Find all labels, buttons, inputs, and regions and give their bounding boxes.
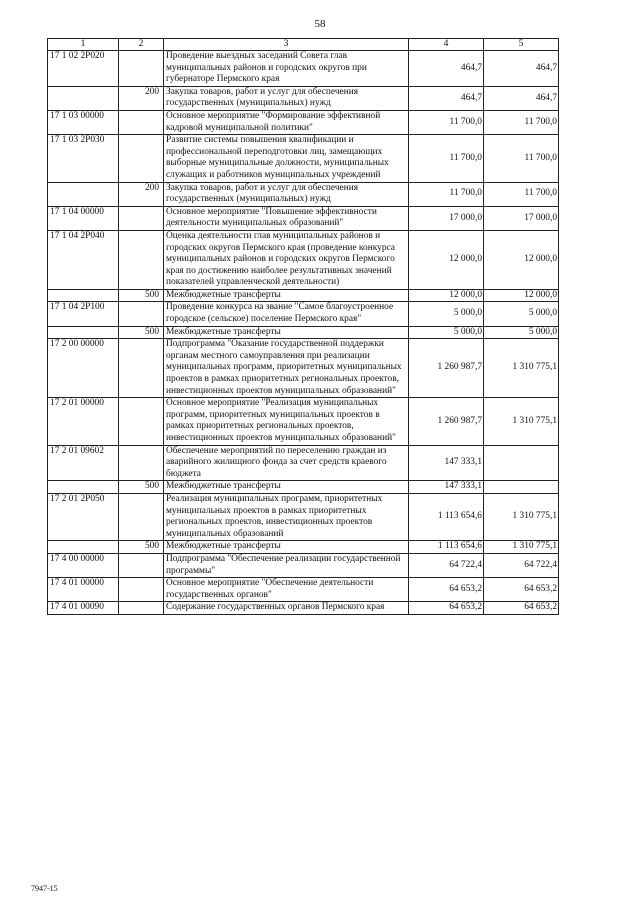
table-row: [48, 86, 559, 110]
amount-year-1: 1 260 987,7: [409, 398, 484, 445]
amount-year-1: 147 333,1: [409, 481, 484, 494]
target-article-code: [48, 541, 119, 554]
table-row: [48, 206, 559, 230]
item-name: Межбюджетные трансферты: [164, 481, 409, 494]
table-row: [48, 553, 559, 577]
expense-type-code: 500: [119, 326, 164, 339]
budget-table: [47, 38, 559, 615]
table-row: [48, 578, 559, 602]
amount-year-1: 464,7: [409, 86, 484, 110]
item-name: Развитие системы повышения квалификации и профессиональной переподготовки лиц, замещающих выборные муниципальные должности, муниципальных служащих и работников муниципальных учреждений: [164, 135, 409, 182]
amount-year-2: 64 653,2: [484, 602, 559, 615]
header-col-3: 3: [164, 39, 409, 51]
target-article-code: 17 1 04 00000: [48, 206, 119, 230]
expense-type-code: [119, 602, 164, 615]
expense-type-code: 200: [119, 182, 164, 206]
amount-year-2: 11 700,0: [484, 135, 559, 182]
table-row: [48, 289, 559, 302]
amount-year-2: 64 722,4: [484, 553, 559, 577]
header-col-1: 1: [48, 39, 119, 51]
amount-year-1: 1 113 654,6: [409, 541, 484, 554]
amount-year-2: 11 700,0: [484, 182, 559, 206]
table-row: [48, 541, 559, 554]
amount-year-2: 464,7: [484, 86, 559, 110]
table-row: [48, 445, 559, 481]
expense-type-code: [119, 302, 164, 326]
expense-type-code: [119, 51, 164, 87]
amount-year-1: 464,7: [409, 51, 484, 87]
item-name: Межбюджетные трансферты: [164, 541, 409, 554]
amount-year-2: 11 700,0: [484, 110, 559, 134]
item-name: Обеспечение мероприятий по переселению граждан из аварийного жилищного фонда за счет средств краевого бюджета: [164, 445, 409, 481]
expense-type-code: [119, 206, 164, 230]
expense-type-code: [119, 553, 164, 577]
target-article-code: 17 1 04 2Р100: [48, 302, 119, 326]
amount-year-1: 11 700,0: [409, 182, 484, 206]
target-article-code: 17 1 03 00000: [48, 110, 119, 134]
table-row: [48, 602, 559, 615]
expense-type-code: 500: [119, 541, 164, 554]
target-article-code: 17 1 02 2Р020: [48, 51, 119, 87]
expense-type-code: 500: [119, 481, 164, 494]
document-footer-code: 7947-15: [31, 884, 58, 893]
amount-year-1: 64 722,4: [409, 553, 484, 577]
amount-year-2: 5 000,0: [484, 326, 559, 339]
amount-year-1: 12 000,0: [409, 289, 484, 302]
amount-year-2: 12 000,0: [484, 289, 559, 302]
item-name: Оценка деятельности глав муниципальных районов и городских округов Пермского края (проведение конкурса муниципальных районов и городских округов Пермского края по достижению наиболее результативных значений показателей управленческой деятельности): [164, 230, 409, 289]
table-row: [48, 302, 559, 326]
table-row: [48, 110, 559, 134]
amount-year-1: 1 113 654,6: [409, 493, 484, 540]
item-name: Проведение выездных заседаний Совета глав муниципальных районов и городских округов при губернаторе Пермского края: [164, 51, 409, 87]
target-article-code: 17 2 01 00000: [48, 398, 119, 445]
item-name: Реализация муниципальных программ, приоритетных муниципальных проектов в рамках приоритетных региональных проектов, инвестиционных проектов муниципальных образований: [164, 493, 409, 540]
amount-year-1: 17 000,0: [409, 206, 484, 230]
table-row: [48, 339, 559, 398]
table-row: [48, 398, 559, 445]
target-article-code: 17 4 00 00000: [48, 553, 119, 577]
table-row: [48, 493, 559, 540]
amount-year-2: [484, 481, 559, 494]
header-col-4: 4: [409, 39, 484, 51]
amount-year-1: 64 653,2: [409, 578, 484, 602]
item-name: Основное мероприятие "Реализация муниципальных программ, приоритетных муниципальных проектов в рамках приоритетных региональных проектов, инвестиционных проектов муниципальных образований": [164, 398, 409, 445]
item-name: Закупка товаров, работ и услуг для обеспечения государственных (муниципальных) нужд: [164, 86, 409, 110]
amount-year-2: 464,7: [484, 51, 559, 87]
table-row: [48, 230, 559, 289]
table-row: [48, 481, 559, 494]
target-article-code: 17 2 00 00000: [48, 339, 119, 398]
page-number: 58: [314, 18, 326, 30]
expense-type-code: 200: [119, 86, 164, 110]
table-row: [48, 51, 559, 87]
amount-year-2: [484, 445, 559, 481]
expense-type-code: [119, 398, 164, 445]
amount-year-1: 64 653,2: [409, 602, 484, 615]
table-body: [48, 51, 559, 615]
item-name: Проведение конкурса на звание "Самое благоустроенное городское (сельское) поселение Пермского края": [164, 302, 409, 326]
target-article-code: 17 2 01 2Р050: [48, 493, 119, 540]
header-col-5: 5: [484, 39, 559, 51]
header-row: [48, 39, 559, 51]
expense-type-code: 500: [119, 289, 164, 302]
expense-type-code: [119, 445, 164, 481]
table-row: [48, 135, 559, 182]
expense-type-code: [119, 578, 164, 602]
expense-type-code: [119, 493, 164, 540]
table-row: [48, 326, 559, 339]
target-article-code: [48, 289, 119, 302]
item-name: Закупка товаров, работ и услуг для обеспечения государственных (муниципальных) нужд: [164, 182, 409, 206]
amount-year-2: 1 310 775,1: [484, 493, 559, 540]
expense-type-code: [119, 230, 164, 289]
amount-year-1: 147 333,1: [409, 445, 484, 481]
target-article-code: [48, 86, 119, 110]
amount-year-2: 64 653,2: [484, 578, 559, 602]
amount-year-1: 11 700,0: [409, 110, 484, 134]
amount-year-2: 17 000,0: [484, 206, 559, 230]
table-row: [48, 182, 559, 206]
target-article-code: 17 1 04 2Р040: [48, 230, 119, 289]
target-article-code: [48, 182, 119, 206]
target-article-code: 17 2 01 09602: [48, 445, 119, 481]
target-article-code: 17 4 01 00090: [48, 602, 119, 615]
target-article-code: 17 1 03 2Р030: [48, 135, 119, 182]
amount-year-2: 1 310 775,1: [484, 339, 559, 398]
amount-year-1: 11 700,0: [409, 135, 484, 182]
target-article-code: [48, 326, 119, 339]
item-name: Подпрограмма "Обеспечение реализации государственной программы": [164, 553, 409, 577]
item-name: Основное мероприятие "Обеспечение деятельности государственных органов": [164, 578, 409, 602]
item-name: Межбюджетные трансферты: [164, 326, 409, 339]
item-name: Межбюджетные трансферты: [164, 289, 409, 302]
header-col-2: 2: [119, 39, 164, 51]
expense-type-code: [119, 110, 164, 134]
amount-year-1: 5 000,0: [409, 302, 484, 326]
amount-year-2: 12 000,0: [484, 230, 559, 289]
item-name: Подпрограмма "Оказание государственной поддержки органам местного самоуправления при реализации муниципальных программ, приоритетных муниципальных проектов в рамках приоритетных региональных проектов, инвестиционных проектов муниципальных образований": [164, 339, 409, 398]
expense-type-code: [119, 135, 164, 182]
amount-year-2: 1 310 775,1: [484, 541, 559, 554]
amount-year-2: 1 310 775,1: [484, 398, 559, 445]
amount-year-1: 12 000,0: [409, 230, 484, 289]
item-name: Основное мероприятие "Повышение эффективности деятельности муниципальных образований": [164, 206, 409, 230]
amount-year-1: 5 000,0: [409, 326, 484, 339]
item-name: Содержание государственных органов Пермского края: [164, 602, 409, 615]
item-name: Основное мероприятие "Формирование эффективной кадровой муниципальной политики": [164, 110, 409, 134]
target-article-code: 17 4 01 00000: [48, 578, 119, 602]
table-header: [48, 39, 559, 51]
amount-year-1: 1 260 987,7: [409, 339, 484, 398]
expense-type-code: [119, 339, 164, 398]
target-article-code: [48, 481, 119, 494]
amount-year-2: 5 000,0: [484, 302, 559, 326]
